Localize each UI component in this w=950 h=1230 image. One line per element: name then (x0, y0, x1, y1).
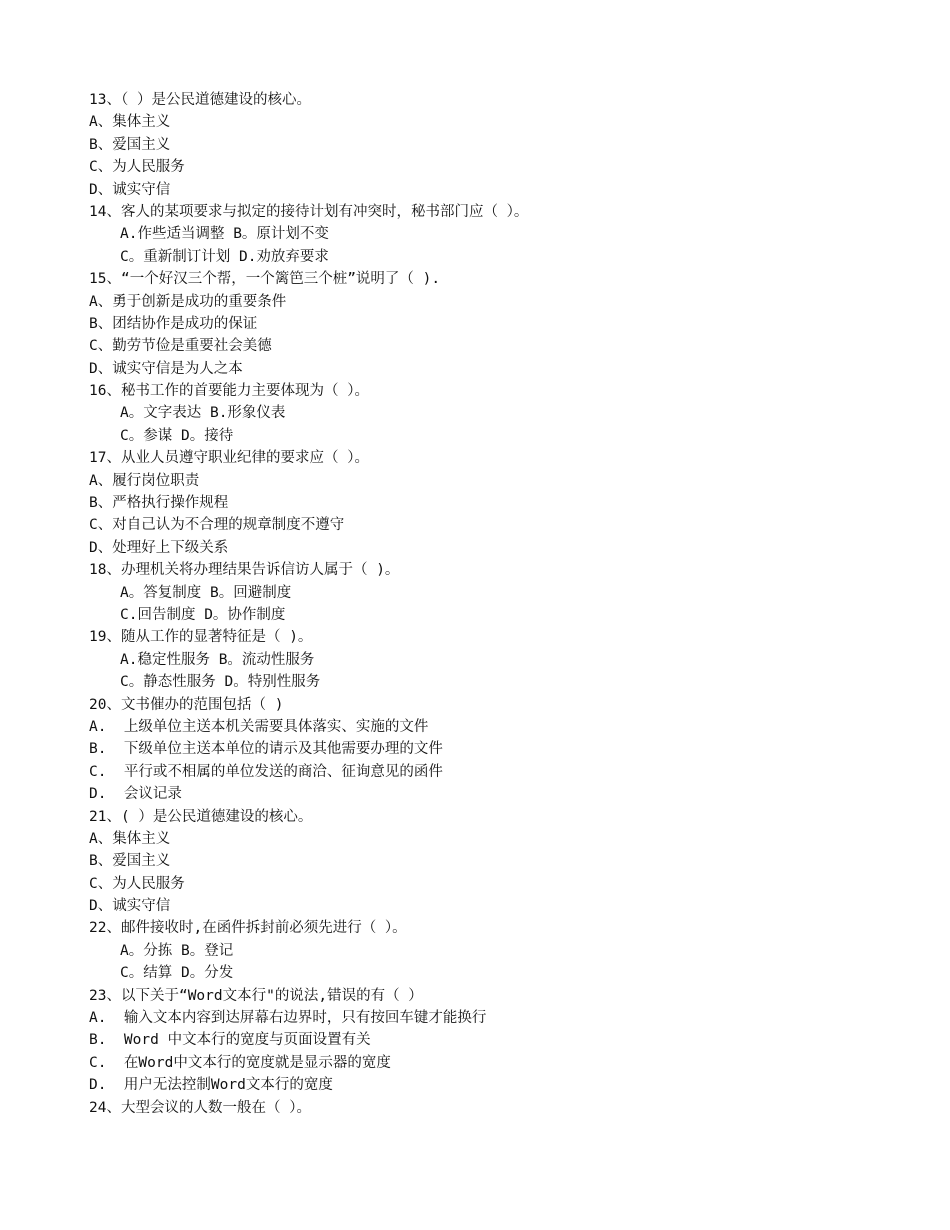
text-line: C. 平行或不相属的单位发送的商洽、征询意见的函件 (89, 763, 443, 780)
text-line: B、爱国主义 (89, 136, 171, 153)
text-line: 18、办理机关将办理结果告诉信访人属于（ )。 (89, 562, 400, 579)
text-line: C、为人民服务 (89, 875, 185, 892)
text-line: B、团结协作是成功的保证 (89, 315, 258, 332)
option-line: A。文字表达 B.形象仪表 (120, 405, 286, 422)
option-line: C。参谋 D。接待 (120, 427, 234, 444)
text-line: A、履行岗位职责 (89, 472, 200, 489)
text-line: 19、随从工作的显著特征是（ )。 (89, 629, 313, 646)
option-line: C。静态性服务 D。特别性服务 (120, 674, 321, 691)
option-line: A。分拣 B。登记 (120, 942, 234, 959)
text-line: 24、大型会议的人数一般在（ ）。 (89, 1099, 311, 1116)
text-line: D、诚实守信是为人之本 (89, 360, 243, 377)
text-line: 21、( ）是公民道德建设的核心。 (89, 808, 313, 825)
text-line: A、勇于创新是成功的重要条件 (89, 293, 287, 310)
text-line: 14、客人的某项要求与拟定的接待计划有冲突时，秘书部门应（ ）。 (89, 203, 529, 220)
text-line: D、处理好上下级关系 (89, 539, 229, 556)
text-line: 23、以下关于“Word文本行"的说法,错误的有（ ） (89, 987, 423, 1004)
text-line: C、对自己认为不合理的规章制度不遵守 (89, 517, 345, 534)
option-line: C.回告制度 D。协作制度 (120, 606, 286, 623)
text-line: 20、文书催办的范围包括（ ) (89, 696, 284, 713)
text-line: D、诚实守信 (89, 181, 171, 198)
option-line: C。结算 D。分发 (120, 965, 234, 982)
text-line: B、严格执行操作规程 (89, 495, 229, 512)
text-line: D. 用户无法控制Word文本行的宽度 (89, 1077, 333, 1094)
text-line: 15、“一个好汉三个帮，一个篱笆三个桩”说明了（ ). (89, 271, 441, 288)
text-line: D. 会议记录 (89, 786, 182, 803)
text-line: A、集体主义 (89, 830, 171, 847)
text-line: A、集体主义 (89, 114, 171, 131)
text-line: B、爱国主义 (89, 853, 171, 870)
option-line: C。重新制订计划 D.劝放弃要求 (120, 248, 329, 265)
text-line: 16、秘书工作的首要能力主要体现为（ ）。 (89, 383, 369, 400)
text-line: A. 上级单位主送本机关需要具体落实、实施的文件 (89, 718, 429, 735)
text-line: A. 输入文本内容到达屏幕右边界时，只有按回车键才能换行 (89, 1010, 487, 1027)
text-line: C. 在Word中文本行的宽度就是显示器的宽度 (89, 1054, 391, 1071)
text-line: 13、（ ）是公民道德建设的核心。 (89, 92, 311, 108)
option-line: A.稳定性服务 B。流动性服务 (120, 651, 315, 668)
text-line: C、勤劳节俭是重要社会美德 (89, 338, 272, 355)
option-line: A.作些适当调整 B。原计划不变 (120, 226, 329, 243)
option-line: A。答复制度 B。回避制度 (120, 584, 292, 601)
text-line: 17、从业人员遵守职业纪律的要求应（ ）。 (89, 450, 369, 467)
text-line: B. Word 中文本行的宽度与页面设置有关 (89, 1032, 371, 1049)
text-line: B. 下级单位主送本单位的请示及其他需要办理的文件 (89, 741, 443, 758)
text-line: 22、邮件接收时,在函件拆封前必须先进行（ ）。 (89, 920, 407, 937)
document-page (89, 89, 889, 1119)
text-line: D、诚实守信 (89, 898, 171, 915)
text-line: C、为人民服务 (89, 159, 185, 176)
